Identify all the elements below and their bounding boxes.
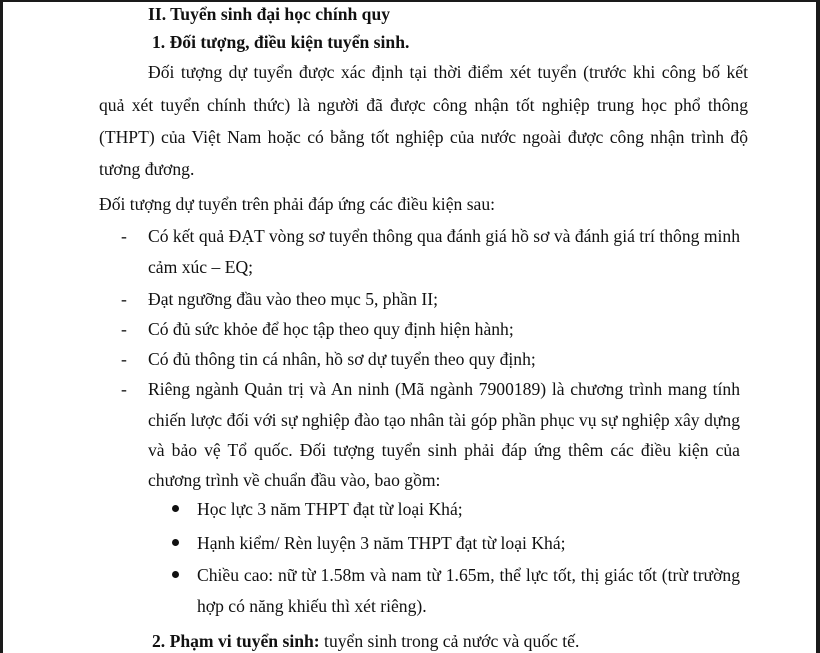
page-border-top <box>0 0 820 2</box>
condition-line: Có kết quả ĐẠT vòng sơ tuyển thông qua đánh giá hồ sơ và đánh giá trí thông minh <box>148 226 740 246</box>
condition-line: Có đủ sức khỏe để học tập theo quy định hiện hành; <box>148 319 514 339</box>
condition-line: và bảo vệ Tổ quốc. Đối tượng tuyển sinh phải đáp ứng thêm các điều kiện của <box>148 440 740 460</box>
para1-line: tương đương. <box>99 159 195 179</box>
page-border-right <box>816 0 820 653</box>
para1-line: (THPT) của Việt Nam hoặc có bằng tốt nghiệp của nước ngoài được công nhận trình độ <box>99 127 748 147</box>
sub-condition-line: Học lực 3 năm THPT đạt từ loại Khá; <box>197 499 463 519</box>
condition-line: chiến lược đối với sự nghiệp đào tạo nhân tài góp phần phục vụ sự nghiệp xây dựng <box>148 410 740 430</box>
conditions-intro: Đối tượng dự tuyển trên phải đáp ứng các điều kiện sau: <box>99 194 496 214</box>
para1-line: quả xét tuyển chính thức) là người đã được công nhận tốt nghiệp trung học phổ thông <box>99 95 748 115</box>
dash-marker: - <box>121 379 127 399</box>
subsection-1-heading: 1. Đối tượng, điều kiện tuyển sinh. <box>152 32 410 52</box>
condition-line: Riêng ngành Quản trị và An ninh (Mã ngành 7900189) là chương trình mang tính <box>148 379 740 399</box>
section-heading: II. Tuyển sinh đại học chính quy <box>148 4 391 24</box>
page-border-left <box>0 0 3 653</box>
bullet-icon <box>172 539 179 546</box>
dash-marker: - <box>121 289 127 309</box>
condition-line: Có đủ thông tin cá nhân, hồ sơ dự tuyển theo quy định; <box>148 349 536 369</box>
para1-line: Đối tượng dự tuyển được xác định tại thời điểm xét tuyển (trước khi công bố kết <box>148 62 748 82</box>
subsection-2-text: tuyển sinh trong cả nước và quốc tế. <box>319 631 580 651</box>
condition-line: Đạt ngưỡng đầu vào theo mục 5, phần II; <box>148 289 439 309</box>
bullet-icon <box>172 505 179 512</box>
sub-condition-line: Chiều cao: nữ từ 1.58m và nam từ 1.65m, thể lực tốt, thị giác tốt (trừ trường <box>197 565 740 585</box>
dash-marker: - <box>121 226 127 246</box>
condition-line: cảm xúc – EQ; <box>148 257 254 277</box>
subsection-2-heading: 2. Phạm vi tuyển sinh: <box>152 631 320 651</box>
subsection-2-line <box>152 630 579 652</box>
condition-line: chương trình về chuẩn đầu vào, bao gồm: <box>148 470 441 490</box>
bullet-icon <box>172 571 179 578</box>
dash-marker: - <box>121 349 127 369</box>
sub-condition-line: hợp có năng khiếu thì xét riêng). <box>197 596 427 616</box>
dash-marker: - <box>121 319 127 339</box>
sub-condition-line: Hạnh kiểm/ Rèn luyện 3 năm THPT đạt từ loại Khá; <box>197 533 566 553</box>
